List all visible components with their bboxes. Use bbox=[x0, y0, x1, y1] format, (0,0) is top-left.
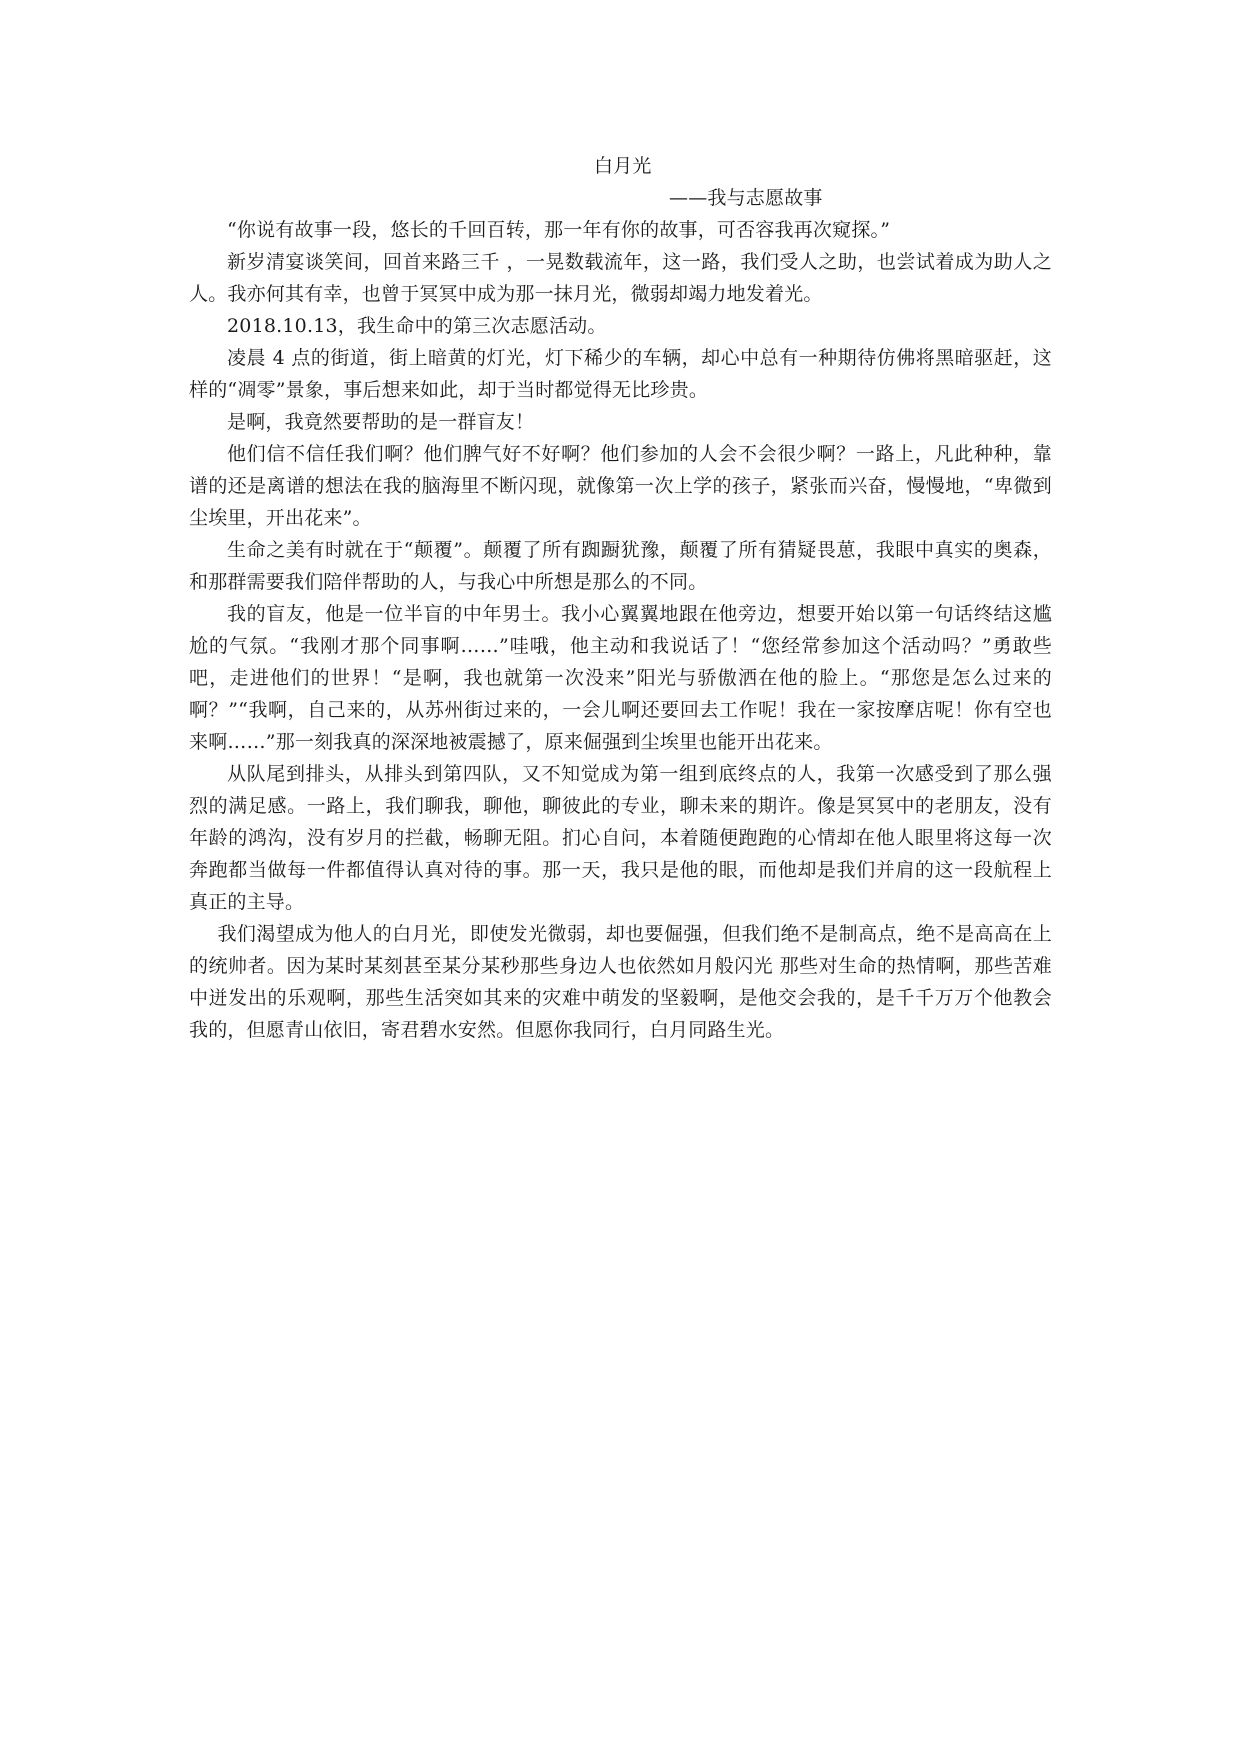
paragraph-2: 新岁清宴谈笑间，回首来路三千 ，一晃数载流年，这一路，我们受人之助，也尝试着成为助人之人。我亦何其有幸，也曾于冥冥中成为那一抹月光，微弱却竭力地发着光。 bbox=[189, 251, 1052, 305]
paragraph-8: 我的盲友，他是一位半盲的中年男士。我小心翼翼地跟在他旁边，想要开始以第一句话终结这尴尬的气氛。“我刚才那个同事啊……”哇哦，他主动和我说话了！“您经常参加这个活动吗？”勇敢些吧，走进他们的世界！“是啊，我也就第一次没来”阳光与骄傲洒在他的脸上。“那您是怎么过来的啊？”“我啊，自己来的，从苏州街过来的，一会儿啊还要回去工作呢！我在一家按摩店呢！你有空也来啊……”那一刻我真的深深地被震撼了，原来倔强到尘埃里也能开出花来。 bbox=[189, 603, 1052, 753]
paragraph-1: “你说有故事一段，悠长的千回百转，那一年有你的故事，可否容我再次窥探。” bbox=[227, 219, 891, 241]
paragraph-7: 生命之美有时就在于“颠覆”。颠覆了所有踟蹰犹豫，颠覆了所有猜疑畏葸，我眼中真实的奥森，和那群需要我们陪伴帮助的人，与我心中所想是那么的不同。 bbox=[189, 539, 1052, 593]
paragraph-9: 从队尾到排头，从排头到第四队，又不知觉成为第一组到底终点的人，我第一次感受到了那么强烈的满足感。一路上，我们聊我，聊他，聊彼此的专业，聊未来的期许。像是冥冥中的老朋友，没有年龄的鸿沟，没有岁月的拦截，畅聊无阻。扪心自问，本着随便跑跑的心情却在他人眼里将这每一次奔跑都当做每一件都值得认真对待的事。那一天，我只是他的眼，而他却是我们并肩的这一段航程上真正的主导。 bbox=[189, 763, 1052, 913]
paragraph-6: 他们信不信任我们啊？他们脾气好不好啊？他们参加的人会不会很少啊？一路上，凡此种种，靠谱的还是离谱的想法在我的脑海里不断闪现，就像第一次上学的孩子，紧张而兴奋，慢慢地，“卑微到尘埃里，开出花来”。 bbox=[189, 443, 1052, 529]
document-body bbox=[189, 150, 1052, 1046]
paragraph-4: 凌晨 4 点的街道，街上暗黄的灯光，灯下稀少的车辆，却心中总有一种期待仿佛将黑暗驱赶，这样的“凋零”景象，事后想来如此，却于当时都觉得无比珍贵。 bbox=[189, 347, 1052, 401]
document-title: 白月光 bbox=[594, 155, 652, 177]
paragraph-5: 是啊，我竟然要帮助的是一群盲友！ bbox=[227, 411, 535, 433]
paragraph-10: 我们渴望成为他人的白月光，即使发光微弱，却也要倔强，但我们绝不是制高点，绝不是高高在上的统帅者。因为某时某刻甚至某分某秒那些身边人也依然如月般闪光 那些对生命的热情啊，那些苦难中迸发出的乐观啊，那些生活突如其来的灾难中萌发的坚毅啊，是他交会我的，是千千万万个他教会我的，但愿青山依旧，寄君碧水安然。但愿你我同行，白月同路生光。 bbox=[189, 923, 1052, 1041]
paragraph-3: 2018.10.13，我生命中的第三次志愿活动。 bbox=[227, 315, 607, 337]
document-subtitle: ——我与志愿故事 bbox=[669, 187, 823, 209]
